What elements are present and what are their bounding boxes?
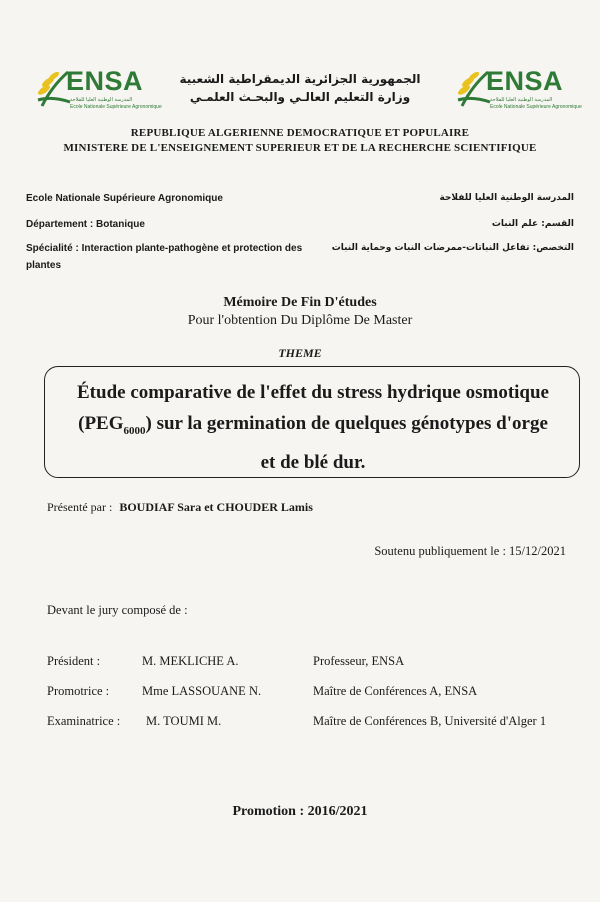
jury-role: Examinatrice :	[47, 714, 121, 728]
school-name-fr: Ecole Nationale Supérieure Agronomique	[26, 193, 223, 204]
theme-box	[44, 366, 580, 478]
logo-text: ENSA	[66, 66, 144, 96]
jury-name: Mme LASSOUANE N.	[142, 684, 262, 698]
theme-line1: Étude comparative de l'effet du stress hydrique osmotique	[77, 382, 549, 403]
theme-line3: et de blé dur.	[260, 451, 366, 473]
promotion: Promotion : 2016/2021	[232, 804, 368, 819]
department-ar: القسم: علم النبات	[491, 219, 574, 229]
presented-by	[47, 500, 313, 515]
specialty-fr-line2: plantes	[26, 260, 62, 271]
department-fr: Département : Botanique	[26, 219, 145, 230]
logo-subtitle-ar: المدرسة الوطنية العليا للفلاحة	[70, 97, 133, 103]
theme-label: THEME	[278, 346, 322, 360]
logo-subtitle-fr: Ecole Nationale Supérieure Agronomique	[490, 104, 582, 110]
school-name-ar: المدرسة الوطنية العليا للفلاحة	[439, 193, 574, 203]
logo-text: ENSA	[486, 66, 564, 96]
presented-label: Présenté par :	[47, 500, 113, 514]
header-arabic-line2: وزارة التعليم العالـي والبحـث العلمـي	[189, 90, 411, 104]
logo-subtitle-fr: Ecole Nationale Supérieure Agronomique	[70, 104, 162, 110]
jury-role: Président :	[47, 654, 101, 668]
jury-title: Maître de Conférences B, Université d'Alger 1	[313, 714, 547, 728]
jury-intro: Devant le jury composé de :	[47, 603, 188, 617]
jury-title: Maître de Conférences A, ENSA	[313, 684, 478, 698]
specialty-fr-line1: Spécialité : Interaction plante-pathogène et protection des	[26, 243, 303, 254]
jury-role: Promotrice :	[47, 684, 110, 698]
theme-title	[45, 377, 581, 478]
defense-date: Soutenu publiquement le : 15/12/2021	[374, 544, 566, 558]
presented-names: BOUDIAF Sara et CHOUDER Lamis	[119, 500, 313, 514]
specialty-ar: التخصص: تفاعل النباتات-ممرضات النبات وحماية النبات	[331, 243, 574, 253]
header-french-line2: MINISTERE DE L'ENSEIGNEMENT SUPERIEUR ET DE LA RECHERCHE SCIENTIFIQUE	[63, 142, 537, 154]
jury-name: M. TOUMI M.	[146, 714, 222, 728]
logo-subtitle-ar: المدرسة الوطنية العليا للفلاحة	[490, 97, 553, 103]
theme-line2: $(PEG_{6000})$ sur la germination de quelques génotypes d'orge	[78, 413, 548, 437]
header-arabic-line1: الجمهورية الجزائرية الديمقراطية الشعبية	[179, 72, 421, 86]
memoire-subtitle: Pour l'obtention Du Diplôme De Master	[187, 313, 413, 328]
header-french-line1: REPUBLIQUE ALGERIENNE DEMOCRATIQUE ET POPULAIRE	[130, 127, 470, 139]
jury-name: M. MEKLICHE A.	[142, 654, 239, 668]
jury-title: Professeur, ENSA	[313, 654, 405, 668]
memoire-title: Mémoire De Fin D'études	[223, 295, 377, 310]
